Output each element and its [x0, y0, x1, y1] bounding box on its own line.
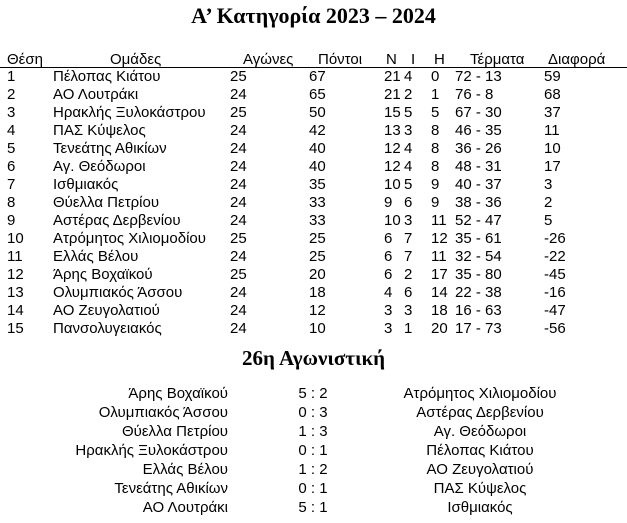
cell-position: 8 [7, 194, 16, 211]
cell-draws: 5 [404, 176, 413, 193]
match-score: 1 : 2 [298, 461, 328, 478]
header-draws: Ι [411, 51, 416, 68]
header-games: Αγώνες [243, 51, 294, 68]
cell-draws: 3 [404, 122, 413, 139]
home-team: ΑΟ Λουτράκι [142, 499, 228, 516]
cell-goals: 76 - 8 [455, 86, 494, 103]
cell-wins: 6 [384, 266, 393, 283]
match-row [0, 403, 627, 422]
cell-difference: -47 [544, 302, 566, 319]
cell-goals: 48 - 31 [455, 158, 502, 175]
table-row [0, 284, 627, 302]
header-team: Ομάδες [110, 51, 162, 68]
cell-games: 24 [230, 320, 247, 337]
standings-header-row [0, 51, 627, 68]
cell-goals: 38 - 36 [455, 194, 502, 211]
cell-losses: 14 [431, 284, 448, 301]
header-position: Θέση [7, 51, 43, 68]
match-row [0, 460, 627, 479]
cell-team: Τενεάτης Αθικίων [53, 140, 167, 157]
cell-difference: 10 [544, 140, 561, 157]
cell-wins: 12 [384, 140, 401, 157]
cell-goals: 67 - 30 [455, 104, 502, 121]
cell-points: 20 [309, 266, 326, 283]
cell-team: Θύελλα Πετρίου [53, 194, 160, 211]
cell-draws: 2 [404, 266, 413, 283]
away-team: ΠΑΣ Κύψελος [433, 480, 527, 497]
cell-difference: 37 [544, 104, 561, 121]
cell-position: 1 [7, 68, 16, 85]
cell-position: 12 [7, 266, 24, 283]
table-row [0, 104, 627, 122]
table-row [0, 68, 627, 86]
cell-team: ΠΑΣ Κύψελος [53, 122, 146, 139]
cell-difference: 17 [544, 158, 561, 175]
cell-games: 24 [230, 248, 247, 265]
cell-wins: 3 [384, 320, 393, 337]
cell-difference: 11 [544, 122, 560, 139]
table-row [0, 86, 627, 104]
cell-losses: 8 [431, 158, 440, 175]
cell-points: 40 [309, 140, 326, 157]
cell-wins: 21 [384, 68, 401, 85]
cell-points: 33 [309, 194, 326, 211]
cell-losses: 11 [431, 248, 447, 265]
cell-draws: 4 [404, 140, 413, 157]
cell-points: 18 [309, 284, 326, 301]
cell-team: Πανσολυγειακός [53, 320, 162, 337]
header-goals: Τέρματα [470, 51, 525, 68]
cell-losses: 1 [431, 86, 440, 103]
cell-games: 24 [230, 86, 247, 103]
cell-position: 4 [7, 122, 16, 139]
cell-losses: 8 [431, 122, 440, 139]
cell-position: 5 [7, 140, 16, 157]
match-score: 0 : 3 [298, 404, 328, 421]
cell-goals: 72 - 13 [455, 68, 502, 85]
cell-team: Αγ. Θεόδωροι [53, 158, 146, 175]
cell-team: Ατρόμητος Χιλιομοδίου [53, 230, 206, 247]
cell-wins: 4 [384, 284, 393, 301]
cell-losses: 11 [431, 212, 447, 229]
match-row [0, 441, 627, 460]
cell-goals: 17 - 73 [455, 320, 502, 337]
cell-goals: 46 - 35 [455, 122, 502, 139]
table-row [0, 212, 627, 230]
cell-draws: 6 [404, 194, 413, 211]
cell-wins: 10 [384, 176, 401, 193]
cell-team: Ελλάς Βέλου [53, 248, 139, 265]
away-team: Ατρόμητος Χιλιομοδίου [403, 385, 557, 402]
cell-games: 24 [230, 176, 247, 193]
cell-losses: 0 [431, 68, 440, 85]
cell-games: 25 [230, 230, 247, 247]
cell-games: 25 [230, 266, 247, 283]
cell-team: ΑΟ Ζευγολατιού [53, 302, 160, 319]
table-row [0, 248, 627, 266]
cell-goals: 16 - 63 [455, 302, 502, 319]
cell-draws: 4 [404, 158, 413, 175]
match-score: 5 : 1 [298, 499, 328, 516]
cell-points: 67 [309, 68, 326, 85]
cell-team: Πέλοπας Κιάτου [53, 68, 161, 85]
match-score: 1 : 3 [298, 423, 328, 440]
cell-points: 50 [309, 104, 326, 121]
cell-wins: 13 [384, 122, 401, 139]
cell-difference: 3 [544, 176, 553, 193]
header-points: Πόντοι [318, 51, 363, 68]
away-team: Πέλοπας Κιάτου [426, 442, 534, 459]
cell-difference: -56 [544, 320, 566, 337]
cell-draws: 1 [404, 320, 413, 337]
cell-games: 24 [230, 302, 247, 319]
cell-team: Ολυμπιακός Άσσου [53, 284, 183, 301]
cell-difference: -45 [544, 266, 566, 283]
home-team: Ολυμπιακός Άσσου [98, 404, 228, 421]
cell-games: 25 [230, 104, 247, 121]
table-row [0, 230, 627, 248]
cell-wins: 6 [384, 230, 393, 247]
cell-points: 42 [309, 122, 326, 139]
cell-losses: 12 [431, 230, 448, 247]
cell-position: 7 [7, 176, 16, 193]
header-losses: Η [434, 51, 445, 68]
cell-draws: 2 [404, 86, 413, 103]
cell-position: 14 [7, 302, 24, 319]
header-wins: Ν [386, 51, 397, 68]
home-team: Ηρακλής Ξυλοκάστρου [75, 442, 228, 459]
cell-games: 25 [230, 68, 247, 85]
cell-points: 25 [309, 248, 326, 265]
cell-draws: 4 [404, 68, 413, 85]
cell-difference: 68 [544, 86, 561, 103]
table-row [0, 302, 627, 320]
cell-losses: 5 [431, 104, 440, 121]
cell-losses: 9 [431, 194, 440, 211]
cell-wins: 9 [384, 194, 393, 211]
header-difference: Διαφορά [548, 51, 606, 68]
cell-team: ΑΟ Λουτράκι [53, 86, 139, 103]
cell-points: 35 [309, 176, 326, 193]
cell-wins: 21 [384, 86, 401, 103]
cell-goals: 52 - 47 [455, 212, 502, 229]
match-score: 5 : 2 [298, 385, 328, 402]
cell-draws: 3 [404, 302, 413, 319]
cell-games: 24 [230, 284, 247, 301]
cell-losses: 17 [431, 266, 448, 283]
cell-position: 9 [7, 212, 16, 229]
cell-games: 24 [230, 122, 247, 139]
cell-team: Ισθμιακός [53, 176, 119, 193]
table-row [0, 140, 627, 158]
cell-position: 13 [7, 284, 24, 301]
cell-draws: 7 [404, 230, 413, 247]
cell-wins: 12 [384, 158, 401, 175]
cell-losses: 18 [431, 302, 448, 319]
cell-points: 12 [309, 302, 326, 319]
round-title: 26η Αγωνιστική [241, 346, 386, 370]
cell-wins: 10 [384, 212, 401, 229]
cell-draws: 7 [404, 248, 413, 265]
cell-points: 65 [309, 86, 326, 103]
cell-points: 10 [309, 320, 326, 337]
cell-position: 6 [7, 158, 16, 175]
away-team: ΑΟ Ζευγολατιού [426, 461, 534, 478]
cell-games: 24 [230, 212, 247, 229]
table-row [0, 176, 627, 194]
cell-games: 24 [230, 158, 247, 175]
cell-draws: 3 [404, 212, 413, 229]
cell-goals: 35 - 61 [455, 230, 502, 247]
match-row [0, 422, 627, 441]
table-row [0, 320, 627, 338]
cell-wins: 6 [384, 248, 393, 265]
cell-team: Ηρακλής Ξυλοκάστρου [53, 104, 206, 121]
cell-draws: 6 [404, 284, 413, 301]
home-team: Ελλάς Βέλου [142, 461, 228, 478]
match-row [0, 479, 627, 498]
cell-position: 10 [7, 230, 24, 247]
away-team: Ισθμιακός [447, 499, 513, 516]
table-row [0, 158, 627, 176]
cell-difference: -16 [544, 284, 566, 301]
match-score: 0 : 1 [298, 442, 328, 459]
cell-goals: 40 - 37 [455, 176, 502, 193]
home-team: Άρης Βοχαϊκού [128, 385, 228, 402]
cell-wins: 3 [384, 302, 393, 319]
away-team: Αστέρας Δερβενίου [416, 404, 544, 421]
table-row [0, 194, 627, 212]
cell-difference: 2 [544, 194, 553, 211]
cell-losses: 9 [431, 176, 440, 193]
cell-difference: -26 [544, 230, 566, 247]
cell-team: Αστέρας Δερβενίου [53, 212, 181, 229]
cell-difference: 59 [544, 68, 561, 85]
cell-draws: 5 [404, 104, 413, 121]
cell-losses: 8 [431, 140, 440, 157]
cell-difference: 5 [544, 212, 553, 229]
table-row [0, 266, 627, 284]
match-row [0, 498, 627, 517]
cell-position: 2 [7, 86, 16, 103]
cell-position: 11 [7, 248, 23, 265]
cell-wins: 15 [384, 104, 401, 121]
cell-difference: -22 [544, 248, 566, 265]
cell-goals: 36 - 26 [455, 140, 502, 157]
match-score: 0 : 1 [298, 480, 328, 497]
cell-games: 24 [230, 194, 247, 211]
cell-points: 33 [309, 212, 326, 229]
cell-goals: 35 - 80 [455, 266, 502, 283]
cell-losses: 20 [431, 320, 448, 337]
home-team: Θύελλα Πετρίου [121, 423, 228, 440]
cell-position: 15 [7, 320, 24, 337]
cell-goals: 22 - 38 [455, 284, 502, 301]
table-row [0, 122, 627, 140]
away-team: Αγ. Θεόδωροι [433, 423, 527, 440]
cell-team: Άρης Βοχαϊκού [53, 266, 153, 283]
cell-points: 25 [309, 230, 326, 247]
page-title: Α’ Κατηγορία 2023 – 2024 [191, 3, 436, 28]
cell-goals: 32 - 54 [455, 248, 502, 265]
home-team: Τενεάτης Αθικίων [114, 480, 228, 497]
match-row [0, 384, 627, 403]
cell-games: 24 [230, 140, 247, 157]
cell-position: 3 [7, 104, 16, 121]
cell-points: 40 [309, 158, 326, 175]
